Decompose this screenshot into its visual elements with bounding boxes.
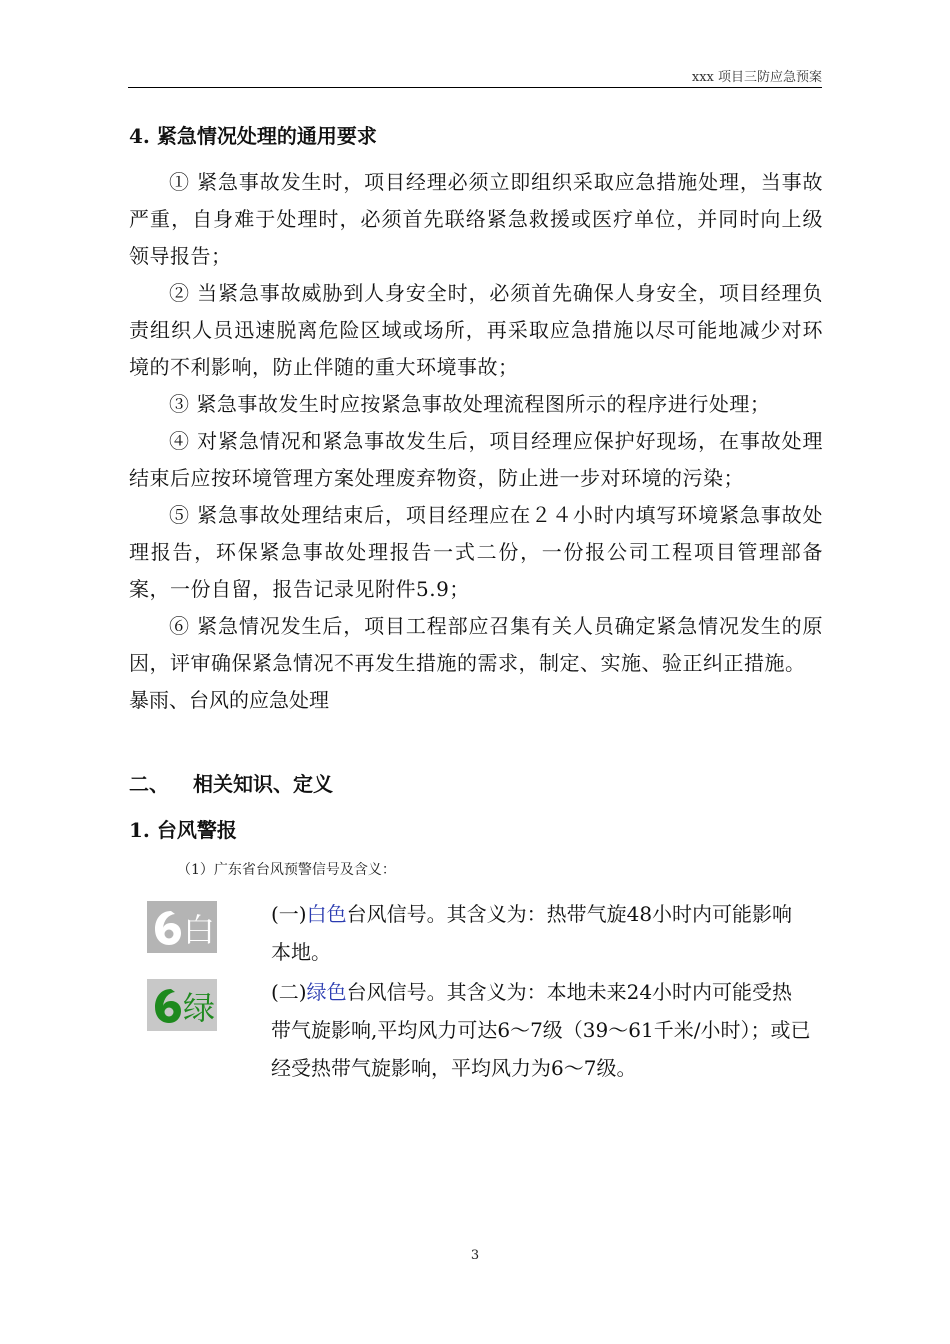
section-2-number: 二、 [129,772,169,796]
header-rule [128,87,822,88]
section-4-tail: 暴雨、台风的应急处理 [129,688,329,712]
signal-prefix: (一) [271,902,307,926]
signal-description [271,973,811,1087]
list-item: ④ 对紧急情况和紧急事故发生后，项目经理应保护好现场，在事故处理结束后应按环境管理方案处理废弃物资，防止进一步对环境的污染； [129,429,823,490]
signal-icon-char: 白 [182,911,216,949]
list-item: ③ 紧急事故发生时应按紧急事故处理流程图所示的程序进行处理； [169,392,771,416]
signal-text: 台风信号。其含义为：本地未来24小时内可能受热带气旋影响,平均风力可达6～7级（39～61千米/小时）；或已经受热带气旋影响，平均风力为6～7级。 [271,980,811,1080]
list-item: ⑥ 紧急情况发生后，项目工程部应召集有关人员确定紧急情况发生的原因，评审确保紧急情况不再发生措施的需求，制定、实施、验正纠正措施。 [129,614,823,675]
list-item: ② 当紧急事故威胁到人身安全时，必须首先确保人身安全，项目经理负责组织人员迅速脱离危险区域或场所，再采取应急措施以尽可能地减少对环境的不利影响，防止伴随的重大环境事故； [129,281,823,379]
typhoon-green-signal-icon [147,979,217,1031]
signal-icon-char: 绿 [182,989,216,1027]
section-2-heading [129,767,823,801]
signal-subtitle: （1）广东省台风预警信号及含义： [177,862,396,878]
signal-green [129,973,823,1087]
signal-color-word: 白色 [306,902,347,926]
signal-description [271,895,811,971]
page-number: 3 [470,1248,480,1263]
list-item: ① 紧急事故发生时，项目经理必须立即组织采取应急措施处理，当事故严重，自身难于处理时，必须首先联络紧急救援或医疗单位，并同时向上级领导报告； [129,170,823,268]
signal-prefix: (二) [271,980,307,1004]
signal-color-word: 绿色 [306,980,347,1004]
list-item: ⑤ 紧急事故处理结束后，项目经理应在２４小时内填写环境紧急事故处理报告，环保紧急事故处理报告一式二份，一份报公司工程项目管理部备案，一份自留，报告记录见附件5.9； [129,503,823,601]
signal-white [129,895,823,971]
section-2-1-heading: 1. 台风警报 [129,818,237,842]
header-title: xxx 项目三防应急预案 [691,70,822,85]
signal-text: 台风信号。其含义为：热带气旋48小时内可能影响本地。 [271,902,793,964]
page-body [129,120,823,1089]
section-2-title: 相关知识、定义 [193,772,333,796]
typhoon-white-signal-icon [147,901,217,953]
section-4-heading: 4. 紧急情况处理的通用要求 [129,124,377,148]
